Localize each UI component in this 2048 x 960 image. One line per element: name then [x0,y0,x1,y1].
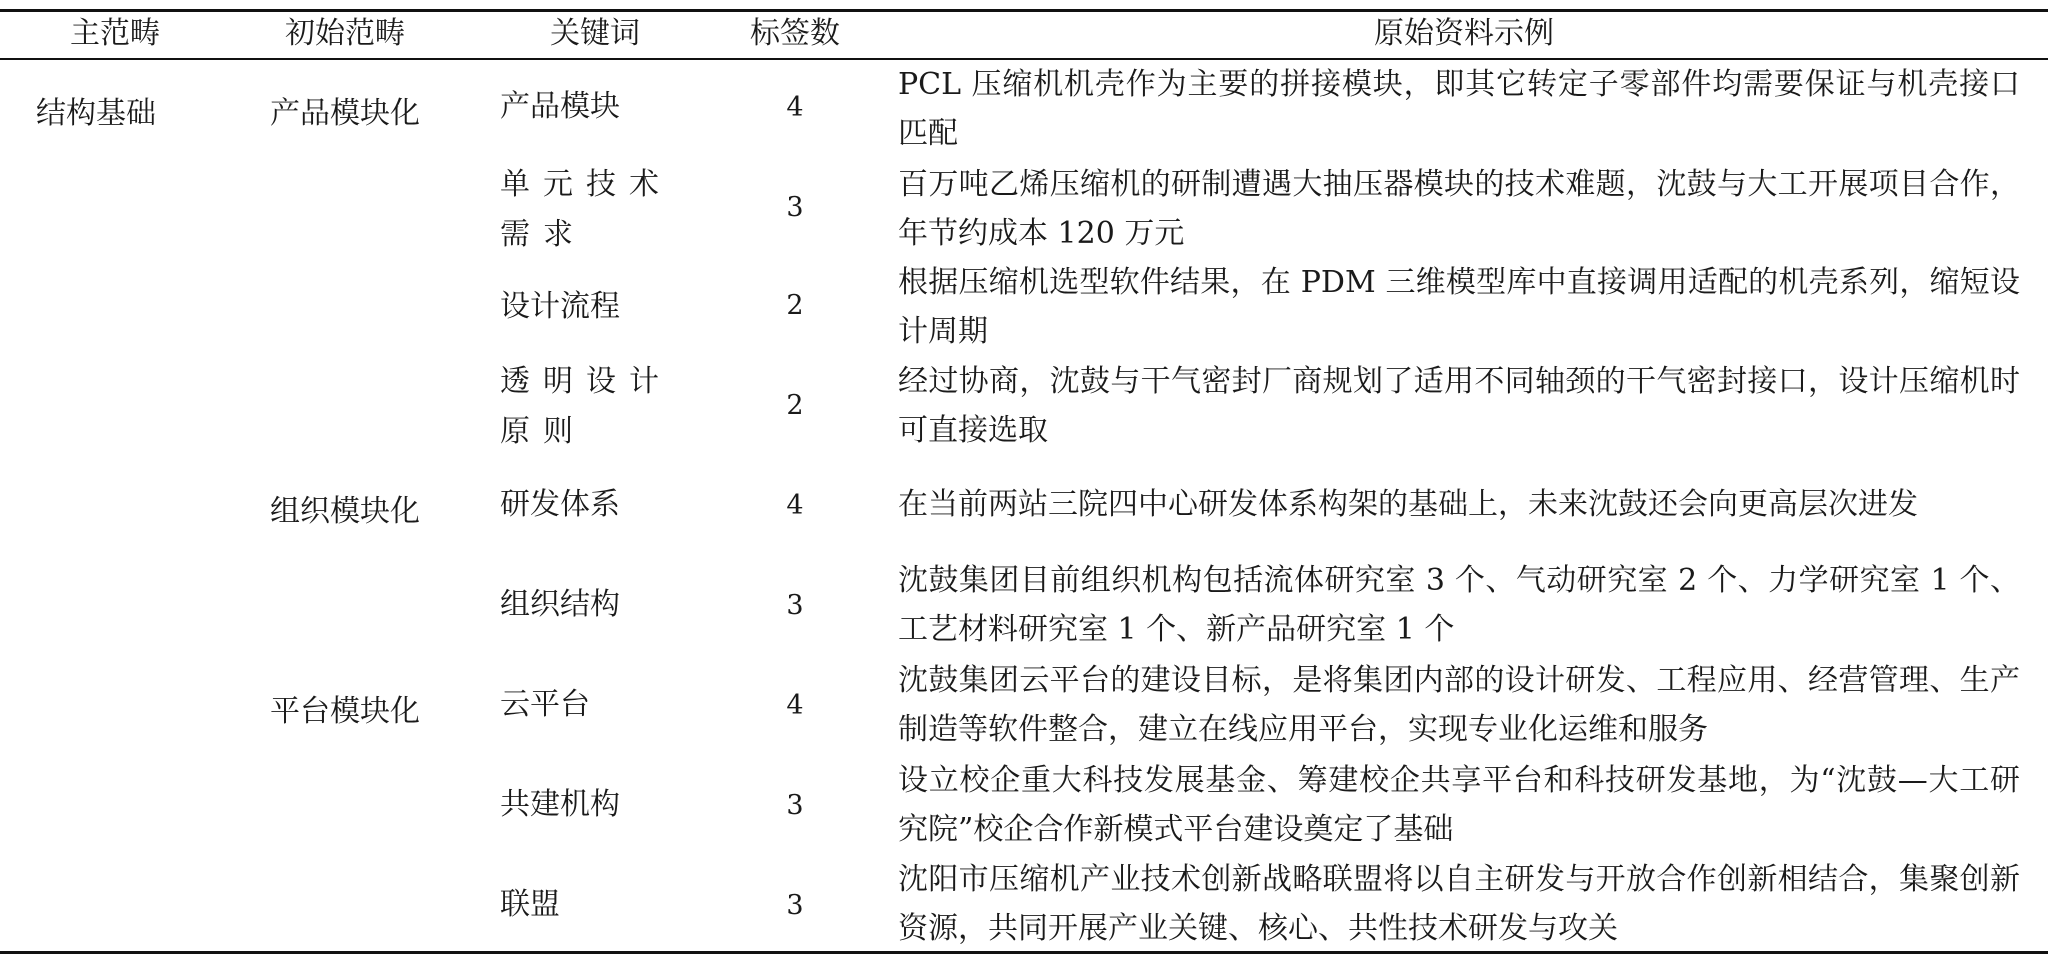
initial-category-cell: 平台模块化 [270,694,420,729]
example-cell: 根据压缩机选型软件结果，在 PDM 三维模型库中直接调用适配的机壳系列，缩短设计周期 [898,265,2020,349]
label-count-cell: 2 [786,290,804,321]
header-main-category: 主范畴 [70,16,160,51]
header-keyword: 关键词 [550,16,640,51]
example-cell: PCL 压缩机机壳作为主要的拼接模块，即其它转定子零部件均需要保证与机壳接口匹配 [898,67,2020,151]
keyword-cell: 研发体系 [500,487,620,522]
keyword-cell: 单元技术需求 [500,167,672,252]
example-cell: 经过协商，沈鼓与干气密封厂商规划了适用不同轴颈的干气密封接口，设计压缩机时可直接选取 [898,364,2020,448]
keyword-cell: 云平台 [500,687,590,722]
example-cell: 在当前两站三院四中心研发体系构架的基础上，未来沈鼓还会向更高层次进发 [898,487,1918,522]
example-cell: 沈鼓集团云平台的建设目标，是将集团内部的设计研发、工程应用、经营管理、生产制造等软件整合，建立在线应用平台，实现专业化运维和服务 [898,663,2020,747]
label-count-cell: 4 [786,92,804,123]
keyword-cell: 透明设计原则 [500,364,672,449]
keyword-cell: 设计流程 [500,289,620,324]
label-count-cell: 4 [786,490,804,521]
keyword-cell: 组织结构 [500,587,620,622]
example-cell: 沈阳市压缩机产业技术创新战略联盟将以自主研发与开放合作创新相结合，集聚创新资源，共同开展产业关键、核心、共性技术研发与攻关 [898,862,2020,946]
label-count-cell: 3 [786,590,804,621]
header-initial-category: 初始范畴 [285,16,405,51]
initial-category-cell: 组织模块化 [270,494,420,529]
header-source-example: 原始资料示例 [1374,16,1554,51]
main-category-cell: 结构基础 [36,96,156,131]
initial-category-cell: 产品模块化 [270,96,420,131]
keyword-cell: 联盟 [500,887,560,922]
keyword-cell: 产品模块 [500,89,620,124]
header-label-count: 标签数 [750,16,840,51]
label-count-cell: 4 [786,690,804,721]
keyword-cell: 共建机构 [500,787,620,822]
label-count-cell: 2 [786,390,804,421]
example-cell: 百万吨乙烯压缩机的研制遭遇大抽压器模块的技术难题，沈鼓与大工开展项目合作，年节约成本 120 万元 [898,167,2020,251]
label-count-cell: 3 [786,790,804,821]
example-cell: 设立校企重大科技发展基金、筹建校企共享平台和科技研发基地，为“沈鼓—大工研究院”校企合作新模式平台建设奠定了基础 [898,763,2020,847]
label-count-cell: 3 [786,192,804,223]
label-count-cell: 3 [786,890,804,921]
example-cell: 沈鼓集团目前组织机构包括流体研究室 3 个、气动研究室 2 个、力学研究室 1 个、工艺材料研究室 1 个、新产品研究室 1 个 [898,563,2020,647]
